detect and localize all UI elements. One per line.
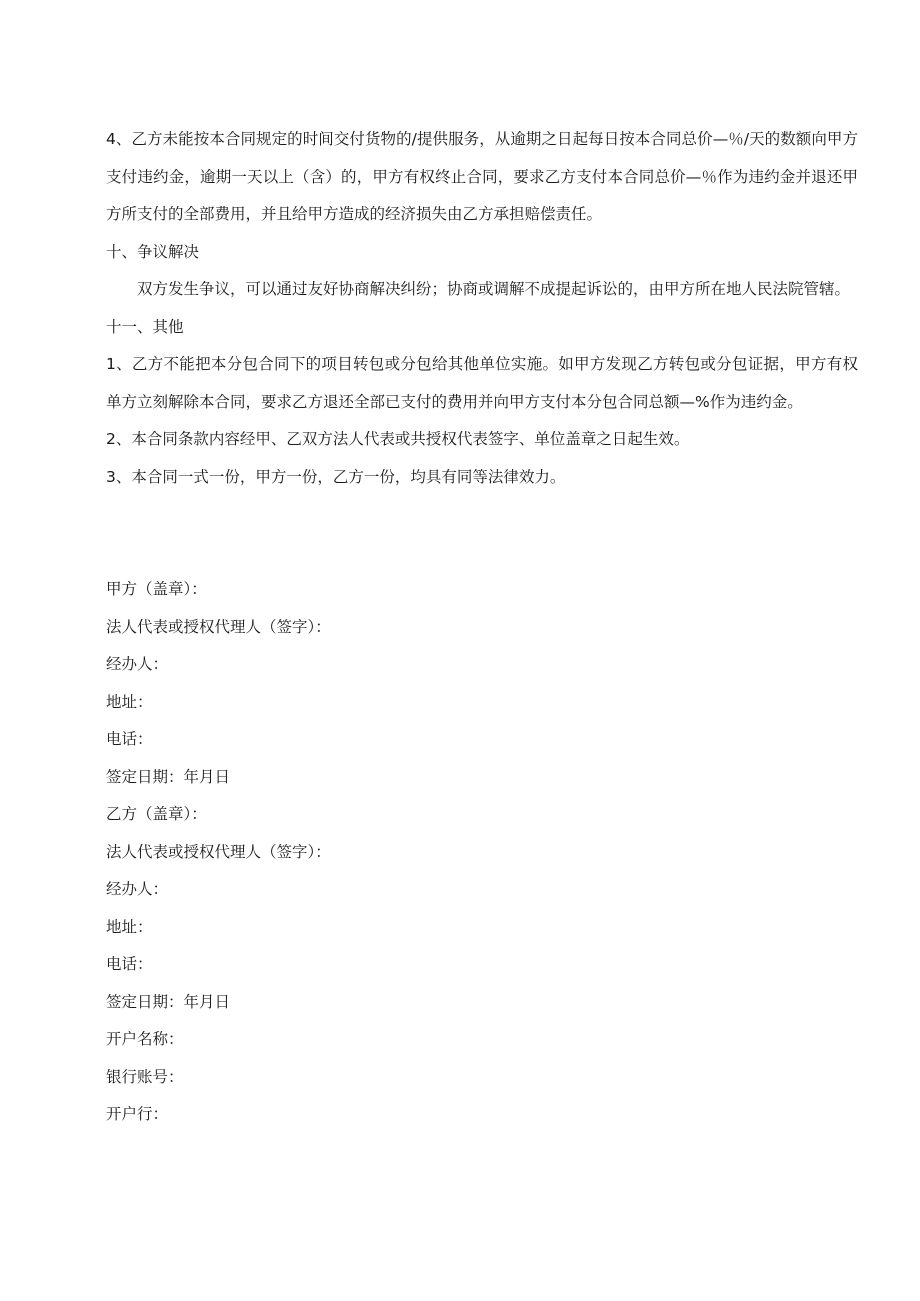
section-11-heading: 十一、其他 <box>106 317 184 336</box>
party-a-legal-rep-label: 法人代表或授权代理人（签字）： <box>106 617 331 636</box>
party-a-handler-label: 经办人： <box>106 655 169 673</box>
party-b-phone-label: 电话： <box>106 955 153 973</box>
party-b-signature-block <box>106 796 858 1021</box>
party-b-date-label: 签定日期：年月日 <box>106 992 231 1011</box>
party-a-seal-label: 甲方（盖章）： <box>106 580 207 598</box>
party-b-handler-label: 经办人： <box>106 880 169 898</box>
section-11-item-3: 3、本合同一式一份，甲方一份，乙方一份，均具有同等法律效力。 <box>106 467 566 486</box>
party-a-signature-block <box>106 571 858 796</box>
signature-spacer <box>106 496 858 571</box>
party-a-phone-label: 电话： <box>106 730 153 748</box>
section-11-item-1: 1、乙方不能把本分包合同下的项目转包或分包给其他单位实施。如甲方发现乙方转包或分包证据，甲方有权单方立刻解除本合同，要求乙方退还全部已支付的费用并向甲方支付本分包合同总额—%作为违约金。 <box>106 355 858 411</box>
bank-name-label: 开户行： <box>106 1105 169 1123</box>
party-b-legal-rep-label: 法人代表或授权代理人（签字）： <box>106 842 331 861</box>
clause-4-paragraph: 4、乙方未能按本合同规定的时间交付货物的/提供服务，从逾期之日起每日按本合同总价—％/天的数额向甲方支付违约金，逾期一天以上（含）的，甲方有权终止合同，要求乙方支付本合同总价—％作为违约金并退还甲方所支付的全部费用，并且给甲方造成的经济损失由乙方承担赔偿责任。 <box>106 130 858 223</box>
party-a-date-label: 签定日期：年月日 <box>106 767 231 786</box>
party-b-address-label: 地址： <box>106 917 153 936</box>
section-11-item-2: 2、本合同条款内容经甲、乙双方法人代表或共授权代表签字、单位盖章之日起生效。 <box>106 430 690 448</box>
party-a-address-label: 地址： <box>106 692 153 711</box>
bank-account-number-label: 银行账号： <box>106 1067 184 1086</box>
contract-body <box>106 121 858 1134</box>
bank-account-name-label: 开户名称： <box>106 1030 184 1048</box>
bank-info-block <box>106 1021 858 1134</box>
section-10-body: 双方发生争议，可以通过友好协商解决纠纷；协商或调解不成提起诉讼的，由甲方所在地人民法院管辖。 <box>137 280 851 298</box>
section-10-heading: 十、争议解决 <box>106 242 200 261</box>
party-b-seal-label: 乙方（盖章）： <box>106 805 207 823</box>
